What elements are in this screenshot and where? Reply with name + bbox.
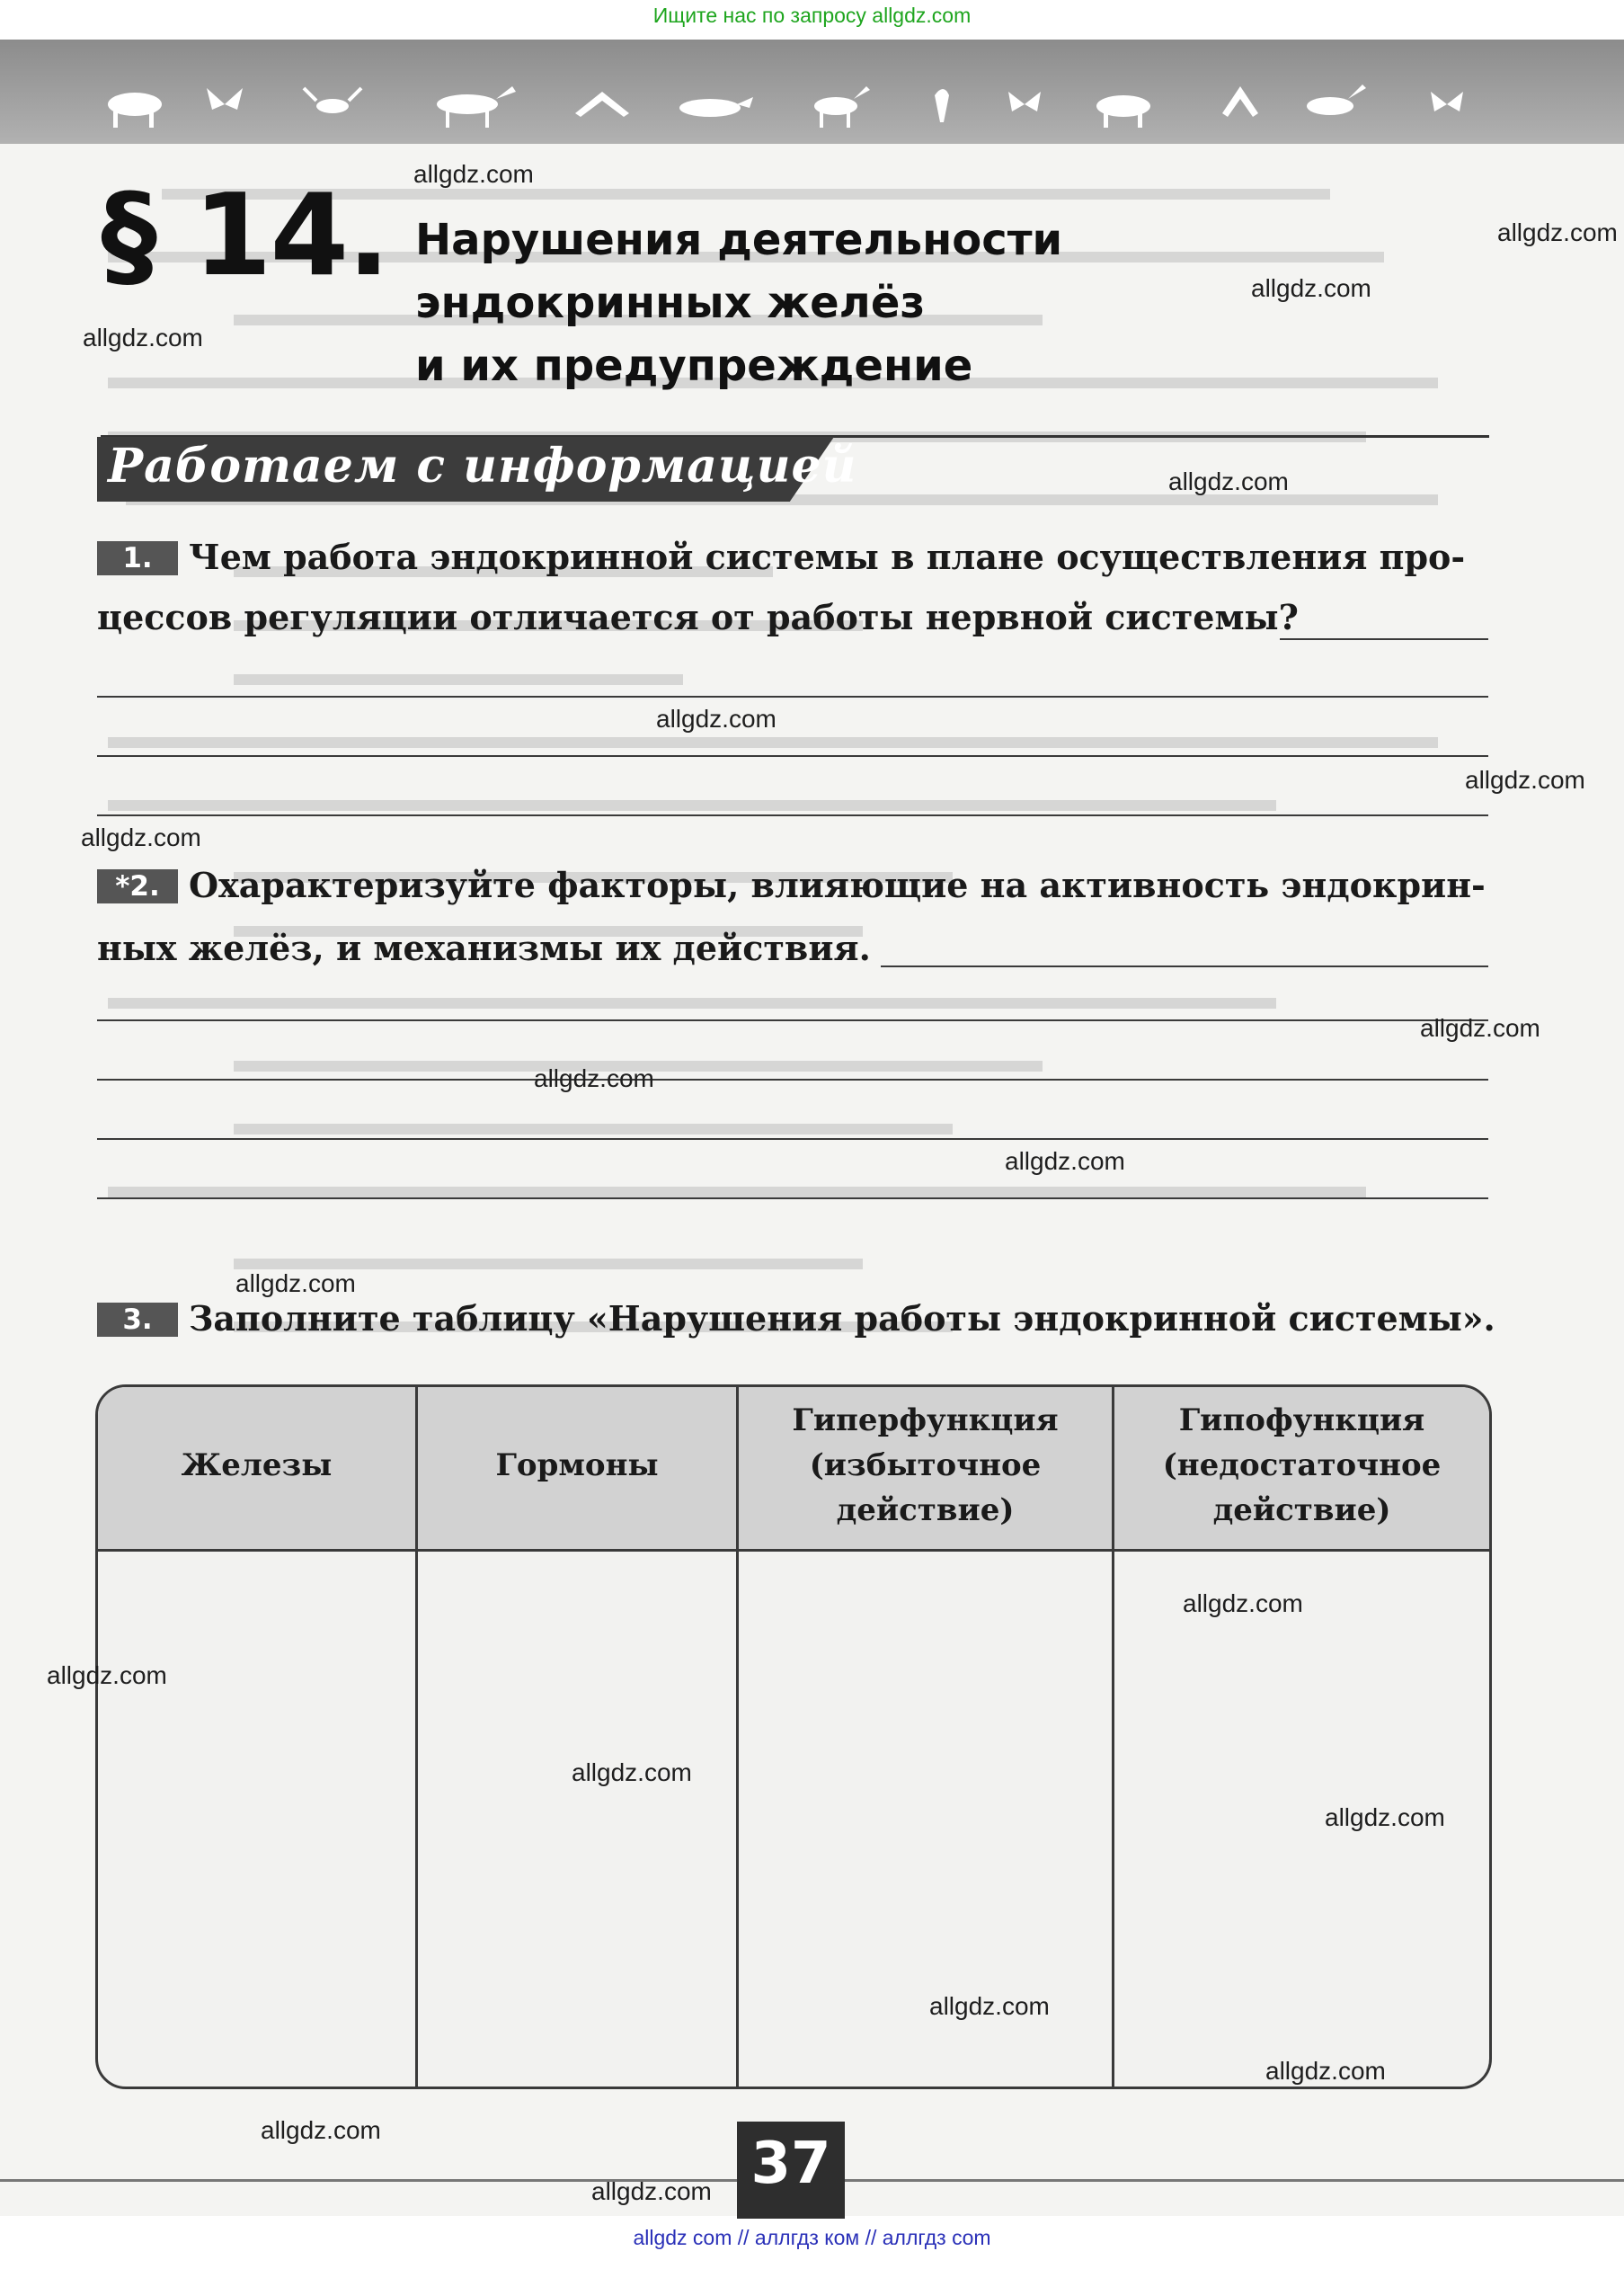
header-line: Гормоны <box>495 1447 659 1483</box>
table-cell-glands[interactable] <box>98 1552 415 2087</box>
section-title-line: и их предупреждение <box>415 341 973 391</box>
watermark: allgdz.com <box>1251 274 1371 302</box>
banner-heading: Работаем с информацией <box>108 439 857 494</box>
task-number-1: 1. <box>97 541 178 575</box>
task-1-text-line: Чем работа эндокринной системы в плане осуществления про- <box>189 537 1466 577</box>
answer-line[interactable] <box>97 1079 1488 1081</box>
answer-line[interactable] <box>97 1197 1488 1199</box>
endocrine-disorders-table <box>95 1384 1492 2089</box>
column-header-hypofunction <box>1114 1398 1489 1533</box>
task-1-text-line: цессов регуляции отличается от работы нервной системы? <box>97 597 1299 637</box>
table-cell-hormones[interactable] <box>418 1552 736 2087</box>
watermark: allgdz.com <box>81 823 201 851</box>
task-number-2: *2. <box>97 869 178 903</box>
answer-line[interactable] <box>1280 638 1488 640</box>
header-line: Гипофункция <box>1178 1402 1425 1438</box>
column-header-glands <box>98 1443 415 1488</box>
watermark: allgdz.com <box>1497 218 1618 246</box>
answer-line[interactable] <box>97 755 1488 757</box>
section-title-line: Нарушения деятельности <box>415 215 1063 265</box>
animal-silhouettes-icon <box>0 77 1624 131</box>
section-number: § 14. <box>101 169 389 301</box>
watermark: allgdz.com <box>534 1064 654 1092</box>
watermark: allgdz.com <box>47 1661 167 1689</box>
watermark: allgdz.com <box>83 324 203 351</box>
answer-line[interactable] <box>97 696 1488 698</box>
top-promo-text: Ищите нас по запросу allgdz.com <box>652 4 972 27</box>
watermark: allgdz.com <box>1183 1589 1303 1617</box>
answer-line[interactable] <box>881 965 1488 967</box>
answer-line[interactable] <box>97 814 1488 816</box>
header-line: действие) <box>1212 1492 1391 1528</box>
watermark: allgdz.com <box>572 1758 692 1786</box>
task-number-3: 3. <box>97 1303 178 1337</box>
watermark: allgdz.com <box>1265 2057 1386 2085</box>
header-line: (недостаточное <box>1162 1447 1442 1483</box>
answer-line[interactable] <box>97 1138 1488 1140</box>
watermark: allgdz.com <box>261 2116 381 2144</box>
section-title <box>415 209 1224 397</box>
header-line: (избыточное <box>809 1447 1042 1483</box>
bottom-links[interactable]: allgdz com // аллгдз ком // аллгдз com <box>633 2226 991 2249</box>
header-line: Железы <box>181 1447 333 1483</box>
answer-line[interactable] <box>97 1019 1488 1021</box>
task-3-text: Заполните таблицу «Нарушения работы эндокринной системы». <box>189 1298 1495 1339</box>
column-header-hyperfunction <box>739 1398 1112 1533</box>
column-header-hormones <box>418 1443 736 1488</box>
task-2-text-line: ных желёз, и механизмы их действия. <box>97 928 871 968</box>
watermark: allgdz.com <box>1005 1147 1125 1175</box>
table-cell-hyperfunction[interactable] <box>739 1552 1112 2087</box>
watermark: allgdz.com <box>1325 1803 1445 1831</box>
task-2-text-line: Охарактеризуйте факторы, влияющие на активность эндокрин- <box>189 865 1486 905</box>
section-title-line: эндокринных желёз <box>415 278 926 328</box>
watermark: allgdz.com <box>656 705 777 733</box>
watermark: allgdz.com <box>1420 1014 1540 1042</box>
watermark: allgdz.com <box>413 160 534 188</box>
page-number: 37 <box>750 2131 831 2197</box>
watermark: allgdz.com <box>591 2177 712 2205</box>
watermark: allgdz.com <box>929 1992 1050 2020</box>
watermark: allgdz.com <box>1168 467 1289 495</box>
header-line: действие) <box>836 1492 1015 1528</box>
watermark: allgdz.com <box>235 1269 356 1297</box>
header-line: Гиперфункция <box>792 1402 1059 1438</box>
watermark: allgdz.com <box>1465 766 1585 794</box>
